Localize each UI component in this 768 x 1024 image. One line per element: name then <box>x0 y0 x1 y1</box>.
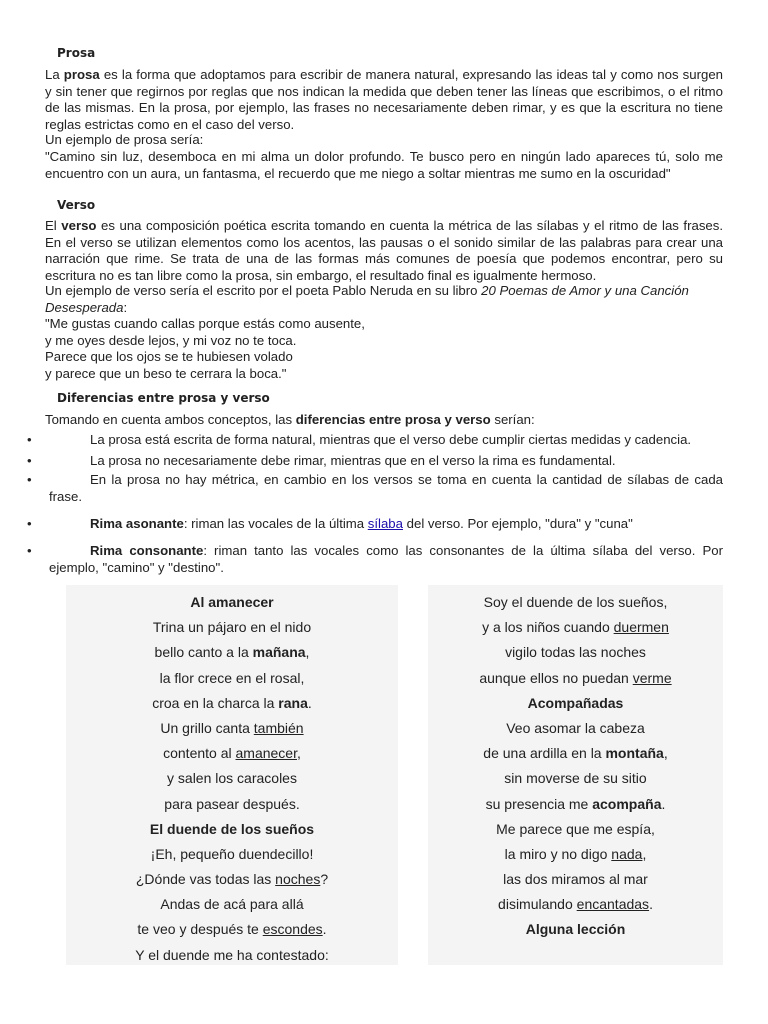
poem-line: y salen los caracoles <box>167 770 297 787</box>
poem-line: las dos miramos al mar <box>503 871 648 888</box>
prosa-example-quote: "Camino sin luz, desemboca en mi alma un dolor profundo. Te busco pero en ningún lado apareces tú, solo me encuentro con un aura, un fantasma, el recuerdo que me niego a soltar mientras me sumo en la oscuridad" <box>45 149 723 181</box>
poem-line: aunque ellos no puedan verme <box>479 669 672 686</box>
quote-line: y parece que un beso te cerrara la boca." <box>45 365 287 381</box>
poem-line: bello canto a la mañana, <box>154 644 310 661</box>
diferencias-heading: Diferencias entre prosa y verso <box>57 391 270 405</box>
quote-line: "Me gustas cuando callas porque estás como ausente, <box>45 316 365 331</box>
bullet-icon: • <box>27 516 32 531</box>
list-item: • En la prosa no hay métrica, en cambio en los versos se toma en cuenta la cantidad de sílabas de cada frase. <box>27 472 723 504</box>
verso-heading: Verso <box>57 198 96 212</box>
diferencias-intro: Tomando en cuenta ambos conceptos, las diferencias entre prosa y verso serían: <box>45 412 535 427</box>
list-item: • La prosa no necesariamente debe rimar, mientras que en el verso la rima es fundamental. <box>27 453 616 468</box>
bullet-icon: • <box>27 453 32 468</box>
poem-line: su presencia me acompaña. <box>485 795 666 812</box>
poem-box-left <box>66 585 398 965</box>
bullet-icon: • <box>27 543 32 558</box>
poem-line: de una ardilla en la montaña, <box>483 745 668 762</box>
poem-title: El duende de los sueños <box>149 820 315 837</box>
prosa-heading: Prosa <box>57 46 96 60</box>
prosa-definition: La prosa es la forma que adoptamos para escribir de manera natural, expresando las ideas tal y como nos surgen y sin tener que regirnos por reglas que nos indican la medida que deben tener las líneas que escribimos, o el ritmo de las mismas. En la prosa, por ejemplo, las frases no necesariamente deben rimar, y es que la escritura no tiene reglas estrictas como en el caso del verso. <box>45 67 723 132</box>
poem-line: la miro y no digo nada, <box>504 845 647 862</box>
silaba-link[interactable]: sílaba <box>367 516 403 531</box>
poem-line: disimulando encantadas. <box>498 896 653 913</box>
poem-line: ¡Eh, pequeño duendecillo! <box>150 845 314 862</box>
bullet-icon: • <box>27 432 32 447</box>
poem-line: y a los niños cuando duermen <box>482 619 669 636</box>
poem-line: Veo asomar la cabeza <box>506 719 645 736</box>
poem-title: Acompañadas <box>527 694 624 711</box>
bullet-icon: • <box>27 472 32 487</box>
quote-line: y me oyes desde lejos, y mi voz no te toca. <box>45 332 297 348</box>
poem-line: vigilo todas las noches <box>505 644 646 661</box>
prosa-example-intro: Un ejemplo de prosa sería: <box>45 132 204 147</box>
poem-box-right <box>428 585 723 965</box>
poem-line: ¿Dónde vas todas las noches? <box>135 871 329 888</box>
poem-line: te veo y después te escondes. <box>137 921 327 938</box>
poem-line: croa en la charca la rana. <box>152 694 312 711</box>
poem-line: Me parece que me espía, <box>496 820 655 837</box>
poem-line: Soy el duende de los sueños, <box>483 594 668 610</box>
poem-line: Trina un pájaro en el nido <box>152 619 312 636</box>
list-item: • La prosa está escrita de forma natural, mientras que el verso debe cumplir ciertas medidas y cadencia. <box>27 432 692 447</box>
verso-definition: El verso es una composición poética escrita tomando en cuenta la métrica de las sílabas y el ritmo de las frases. En el verso se utilizan elementos como los acentos, las pausas o el sonido similar de las palabras para crear una narración que rime. Se trata de una de las formas más comunes de poesía que podemos encontrar, pero su escritura no es tan libre como la prosa, sin embargo, el resultado final es igualmente hermoso. <box>45 218 724 283</box>
verso-example-quote <box>45 316 723 382</box>
poem-title: Alguna lección <box>525 921 626 938</box>
poem-line: Un grillo canta también <box>160 719 304 736</box>
poem-title: Al amanecer <box>190 594 274 610</box>
poem-line: sin moverse de su sitio <box>504 770 647 787</box>
poem-line: para pasear después. <box>164 795 300 812</box>
poem-line: la flor crece en el rosal, <box>159 669 305 686</box>
poem-line: contento al amanecer, <box>163 745 301 762</box>
poem-line: Y el duende me ha contestado: <box>135 946 329 963</box>
verso-example-intro: Un ejemplo de verso sería el escrito por el poeta Pablo Neruda en su libro 20 Poemas de Amor y una Canción Desesperada: <box>45 283 689 315</box>
poem-line: Andas de acá para allá <box>160 896 304 913</box>
quote-line: Parece que los ojos se te hubiesen volado <box>45 349 293 364</box>
list-item-rima-consonante: • Rima consonante: riman tanto las vocales como las consonantes de la última sílaba del verso. Por ejemplo, "camino" y "destino". <box>27 543 724 575</box>
list-item-rima-asonante: • Rima asonante: riman las vocales de la última sílaba del verso. Por ejemplo, "dura" y "cuna" <box>27 516 633 531</box>
